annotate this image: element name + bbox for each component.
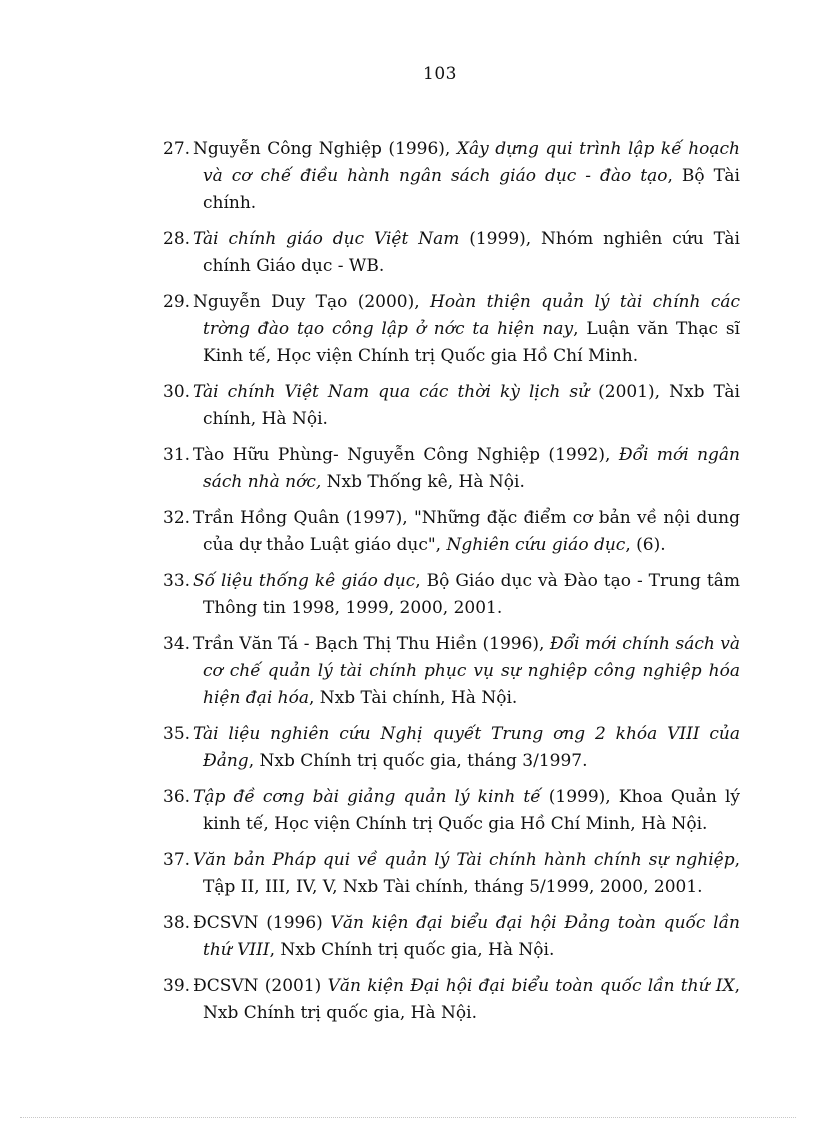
reference-text: Nguyễn Duy Tạo (2000), [193,292,431,312]
reference-text: (2001), Nxb Tài chính, Hà Nội. [203,382,740,429]
reference-number: 39. [163,976,191,996]
reference-text: , Luận văn Thạc sĩ Kinh tế, Học viện Chính trị Quốc gia Hồ Chí Minh. [203,319,740,366]
reference-title: Hoàn thiện quản lý tài chính các trờng đào tạo công lập ở nớc ta hiện nay [203,292,740,339]
reference-title: Tài chính Việt Nam qua các thời kỳ lịch sử [193,382,590,402]
reference-item [136,973,740,1027]
reference-number: 28. [163,229,191,249]
reference-title: Văn bản Pháp qui về quản lý Tài chính hành chính sự nghiệp [193,850,735,870]
reference-number: 31. [163,445,191,465]
reference-item [136,289,740,370]
reference-text: , (6). [625,535,666,555]
reference-text: Trần Hồng Quân (1997), "Những đặc điểm cơ bản về nội dung của dự thảo Luật giáo dục", [193,508,740,555]
reference-title: Nghiên cứu giáo dục [446,535,626,555]
reference-text: ĐCSVN (2001) [193,976,328,996]
reference-title: Tài chính giáo dục Việt Nam [193,229,460,249]
reference-text: ĐCSVN (1996) [193,913,331,933]
reference-text: Trần Văn Tá - Bạch Thị Thu Hiền (1996), [193,634,550,654]
reference-item [136,226,740,280]
reference-number: 35. [163,724,191,744]
reference-title: Văn kiện đại biểu đại hội Đảng toàn quốc lần thứ VIII [203,913,740,960]
reference-list [136,136,740,1036]
reference-title: Xây dựng qui trình lập kế hoạch và cơ chế điều hành ngân sách giáo dục - đào tạo [203,139,740,186]
reference-item [136,442,740,496]
reference-number: 33. [163,571,191,591]
reference-text: , Nxb Chính trị quốc gia, Hà Nội. [203,976,740,1023]
reference-item [136,847,740,901]
reference-item [136,721,740,775]
reference-title: Số liệu thống kê giáo dục [193,571,416,591]
reference-text: (1999), Nhóm nghiên cứu Tài chính Giáo dục - WB. [203,229,740,276]
reference-number: 29. [163,292,191,312]
reference-number: 37. [163,850,191,870]
reference-item [136,568,740,622]
reference-item [136,379,740,433]
reference-number: 32. [163,508,191,528]
reference-number: 38. [163,913,191,933]
reference-number: 27. [163,139,191,159]
reference-item [136,505,740,559]
reference-text: Tào Hữu Phùng- Nguyễn Công Nghiệp (1992), [193,445,619,465]
reference-text: , Nxb Chính trị quốc gia, Hà Nội. [269,940,555,960]
reference-title: Đổi mới ngân sách nhà nớc, [203,445,740,492]
reference-number: 30. [163,382,191,402]
reference-text: Nguyễn Công Nghiệp (1996), [193,139,457,159]
reference-text: , Bộ Tài chính. [203,166,740,213]
reference-text: , Tập II, III, IV, V, Nxb Tài chính, tháng 5/1999, 2000, 2001. [203,850,740,897]
reference-title: Tài liệu nghiên cứu Nghị quyết Trung ơng 2 khóa VIII của Đảng [193,724,740,771]
reference-text: , Nxb Tài chính, Hà Nội. [308,688,518,708]
reference-title: Tập đề cơng bài giảng quản lý kinh tế [193,787,541,807]
reference-item [136,910,740,964]
reference-title: Đổi mới chính sách và cơ chế quản lý tài chính phục vụ sự nghiệp công nghiệp hóa hiện đại hóa [203,634,740,708]
reference-item [136,136,740,217]
reference-text: , Bộ Giáo dục và Đào tạo - Trung tâm Thông tin 1998, 1999, 2000, 2001. [203,571,740,618]
reference-text: (1999), Khoa Quản lý kinh tế, Học viện Chính trị Quốc gia Hồ Chí Minh, Hà Nội. [203,787,741,834]
reference-number: 36. [163,787,191,807]
reference-number: 34. [163,634,191,654]
reference-text: , Nxb Chính trị quốc gia, tháng 3/1997. [248,751,588,771]
reference-title: Văn kiện Đại hội đại biểu toàn quốc lần thứ IX [327,976,735,996]
page-number: 103 [423,64,457,84]
reference-item [136,784,740,838]
reference-text: Nxb Thống kê, Hà Nội. [321,472,525,492]
reference-item [136,631,740,712]
footer-divider [20,1117,796,1118]
